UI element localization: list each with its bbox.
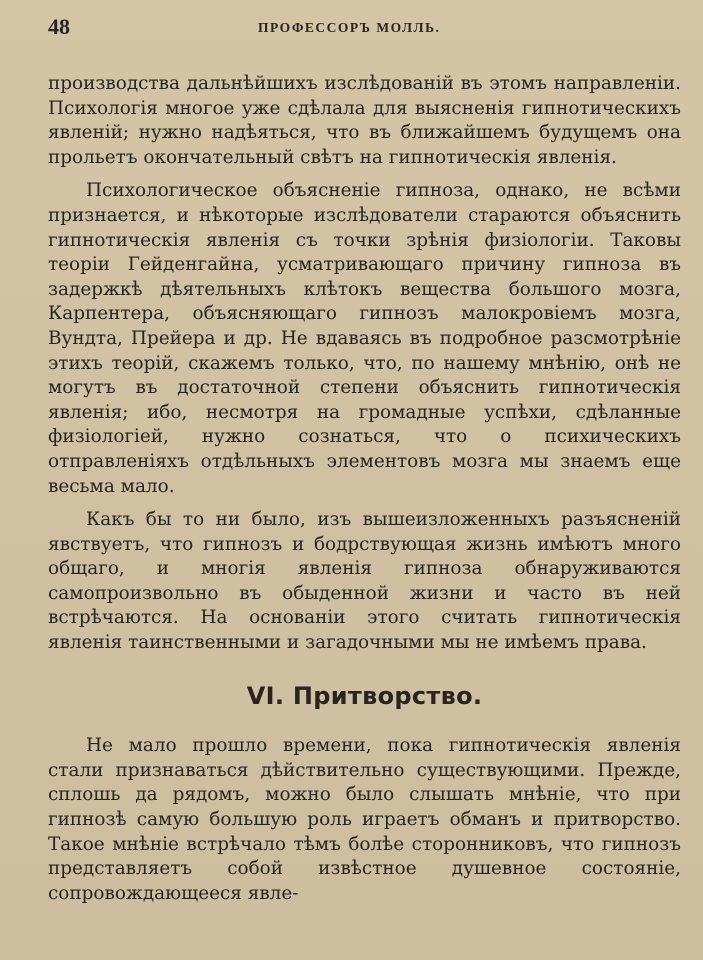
chapter-title: VI. Притворство. [246,681,483,710]
page-number: 48 [48,14,70,39]
page-header [48,14,681,50]
paragraph: производства дальнѣйшихъ изслѣдованій въ этомъ направленіи. Психологія многое уже сдѣлала для выясненія гипнотическихъ явленій; нужно надѣяться, что въ ближайшемъ будущемъ она прольетъ окончательный свѣтъ на гипнотическія явленія. [48,73,681,168]
body-text [48,72,681,906]
paragraph: Какъ бы то ни было, изъ вышеизложенныхъ разъясненій явствуетъ, что гипнозъ и бодрствующая жизнь имѣютъ много общаго, и многія явленія гипноза обнаруживаются самопроизвольно въ обыденной жизни и часто въ ней встрѣчаются. На основаніи этого считать гипнотическія явленія таинственными и загадочными мы не имѣемъ права. [48,509,681,654]
paragraph: Не мало прошло времени, пока гипнотическія явленія стали признаваться дѣйствительно существующими. Прежде, сплошь да рядомъ, можно было слышать мнѣніе, что при гипнозѣ самую большую роль играетъ обманъ и притворство. Такое мнѣніе встрѣчало тѣмъ болѣе сторонниковъ, что гипнозъ представляетъ собой извѣстное душевное состояніе, сопровождающееся явле- [48,735,681,904]
running-title: ПРОФЕССОРЪ МОЛЛЬ. [258,20,441,35]
paragraph: Психологическое объясненіе гипноза, однако, не всѣми признается, и нѣкоторые изслѣдователи стараются объяснить гипнотическія явленія съ точки зрѣнія физіологіи. Таковы теоріи Гейденгайна, усматривающаго причину гипноза въ задержкѣ дѣятельныхъ клѣтокъ вещества большого мозга, Карпентера, объясняющаго гипнозъ малокровіемъ мозга, Вундта, Прейера и др. Не вдаваясь въ подробное разсмотрѣніе этихъ теорій, скажемъ только, что, по нашему мнѣнію, онѣ не могутъ въ достаточной степени объяснить гипнотическія явленія; ибо, несмотря на громадные успѣхи, сдѣланные физіологіей, нужно сознаться, что о психическихъ отправленіяхъ отдѣльныхъ элементовъ мозга мы знаемъ еще весьма мало. [48,180,681,497]
